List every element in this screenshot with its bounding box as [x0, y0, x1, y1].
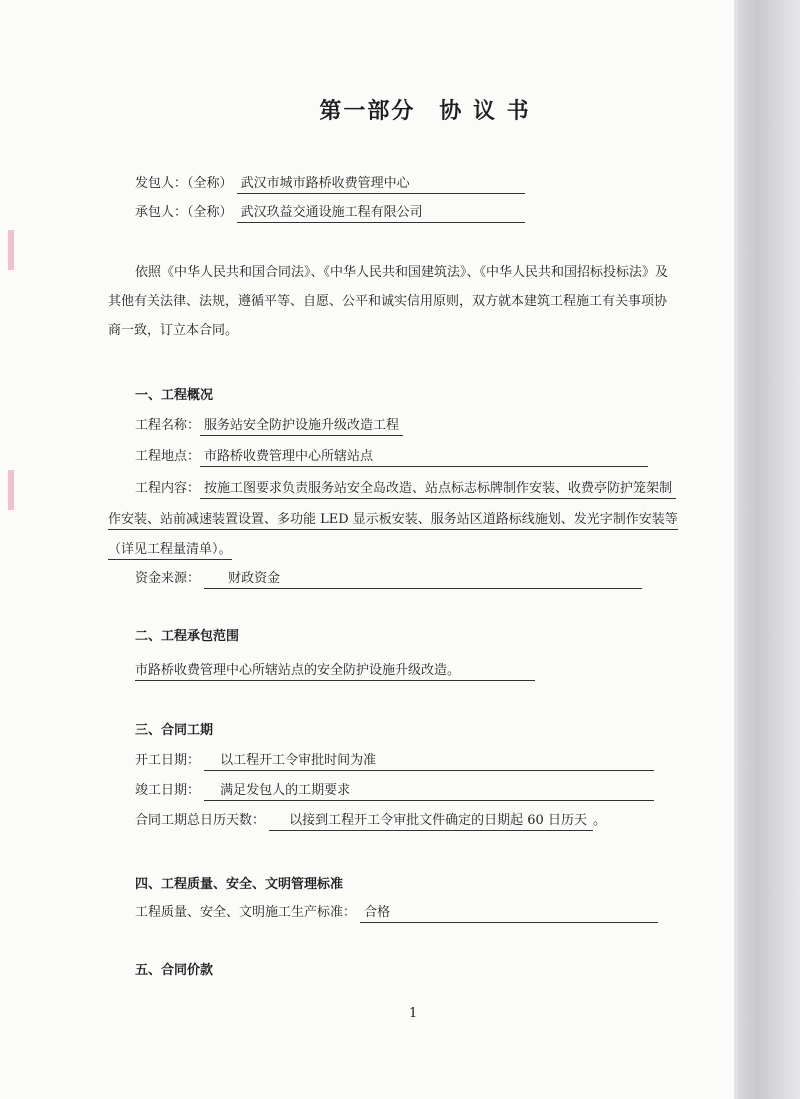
quality-standard-value: 合格 [360, 904, 658, 923]
funding-line [135, 570, 642, 589]
employer-line [135, 175, 525, 194]
section4-heading: 四、工程质量、安全、文明管理标准 [135, 877, 344, 892]
project-name-label: 工程名称： [135, 418, 201, 433]
project-content-line [108, 511, 678, 530]
project-location-value: 市路桥收费管理中心所辖站点 [200, 448, 648, 467]
total-days-label: 合同工期总日历天数： [135, 813, 266, 828]
project-name-value: 服务站安全防护设施升级改造工程 [200, 417, 403, 436]
project-location-label: 工程地点： [135, 449, 201, 464]
finish-date-value: 满足发包人的工期要求 [204, 782, 654, 801]
page-title: 第一部分 协 议 书 [319, 99, 531, 124]
quality-standard-label: 工程质量、安全、文明施工生产标准： [135, 905, 357, 920]
project-content-label: 工程内容： [135, 481, 201, 496]
total-days-suffix: 。 [592, 813, 606, 828]
stamp-bleed [8, 470, 14, 510]
preamble-line: 依照《中华人民共和国合同法》、《中华人民共和国建筑法》、《中华人民共和国招标投标法》及 [135, 265, 669, 280]
contractor-label: 承包人：（全称） [135, 205, 233, 220]
preamble-line: 商一致，订立本合同。 [108, 323, 239, 338]
contractor-line [135, 204, 525, 223]
finish-date-label: 竣工日期： [135, 783, 201, 798]
scope-value: 市路桥收费管理中心所辖站点的安全防护设施升级改造。 [135, 662, 535, 681]
stamp-bleed [8, 230, 14, 270]
page-number: 1 [409, 1006, 418, 1021]
finish-date-line [135, 782, 654, 801]
section5-heading: 五、合同价款 [135, 963, 214, 978]
project-name-line [135, 417, 403, 436]
funding-label: 资金来源： [135, 571, 201, 586]
start-date-line [135, 752, 654, 771]
scope-line [135, 662, 535, 681]
employer-label: 发包人：（全称） [135, 176, 233, 191]
start-date-label: 开工日期： [135, 753, 201, 768]
section2-heading: 二、工程承包范围 [135, 629, 240, 644]
employer-value: 武汉市城市路桥收费管理中心 [237, 175, 525, 194]
scan-edge-shadow [734, 0, 738, 1099]
start-date-value: 以工程开工令审批时间为准 [204, 752, 654, 771]
section3-heading: 三、合同工期 [135, 723, 214, 738]
project-content-value: 按施工图要求负责服务站安全岛改造、站点标志标牌制作安装、收费亭防护笼架制 [200, 480, 676, 499]
project-content-value: 作安装、站前减速装置设置、多功能 LED 显示板安装、服务站区道路标线施划、发光字制作安装等 [108, 511, 678, 530]
project-content-line [108, 541, 232, 560]
section1-heading: 一、工程概况 [135, 388, 214, 403]
total-days-value: 以接到工程开工令审批文件确定的日期起 60 日历天 [269, 812, 593, 831]
total-days-line [135, 812, 606, 831]
quality-standard-line [135, 904, 658, 923]
project-content-value: （详见工程量清单）。 [108, 541, 232, 560]
scan-edge [738, 0, 800, 1099]
contractor-value: 武汉玖益交通设施工程有限公司 [237, 204, 525, 223]
project-content-line [135, 480, 676, 499]
preamble-line: 其他有关法律、法规，遵循平等、自愿、公平和诚实信用原则，双方就本建筑工程施工有关事项协 [108, 294, 668, 309]
funding-value: 财政资金 [204, 570, 642, 589]
project-location-line [135, 448, 648, 467]
